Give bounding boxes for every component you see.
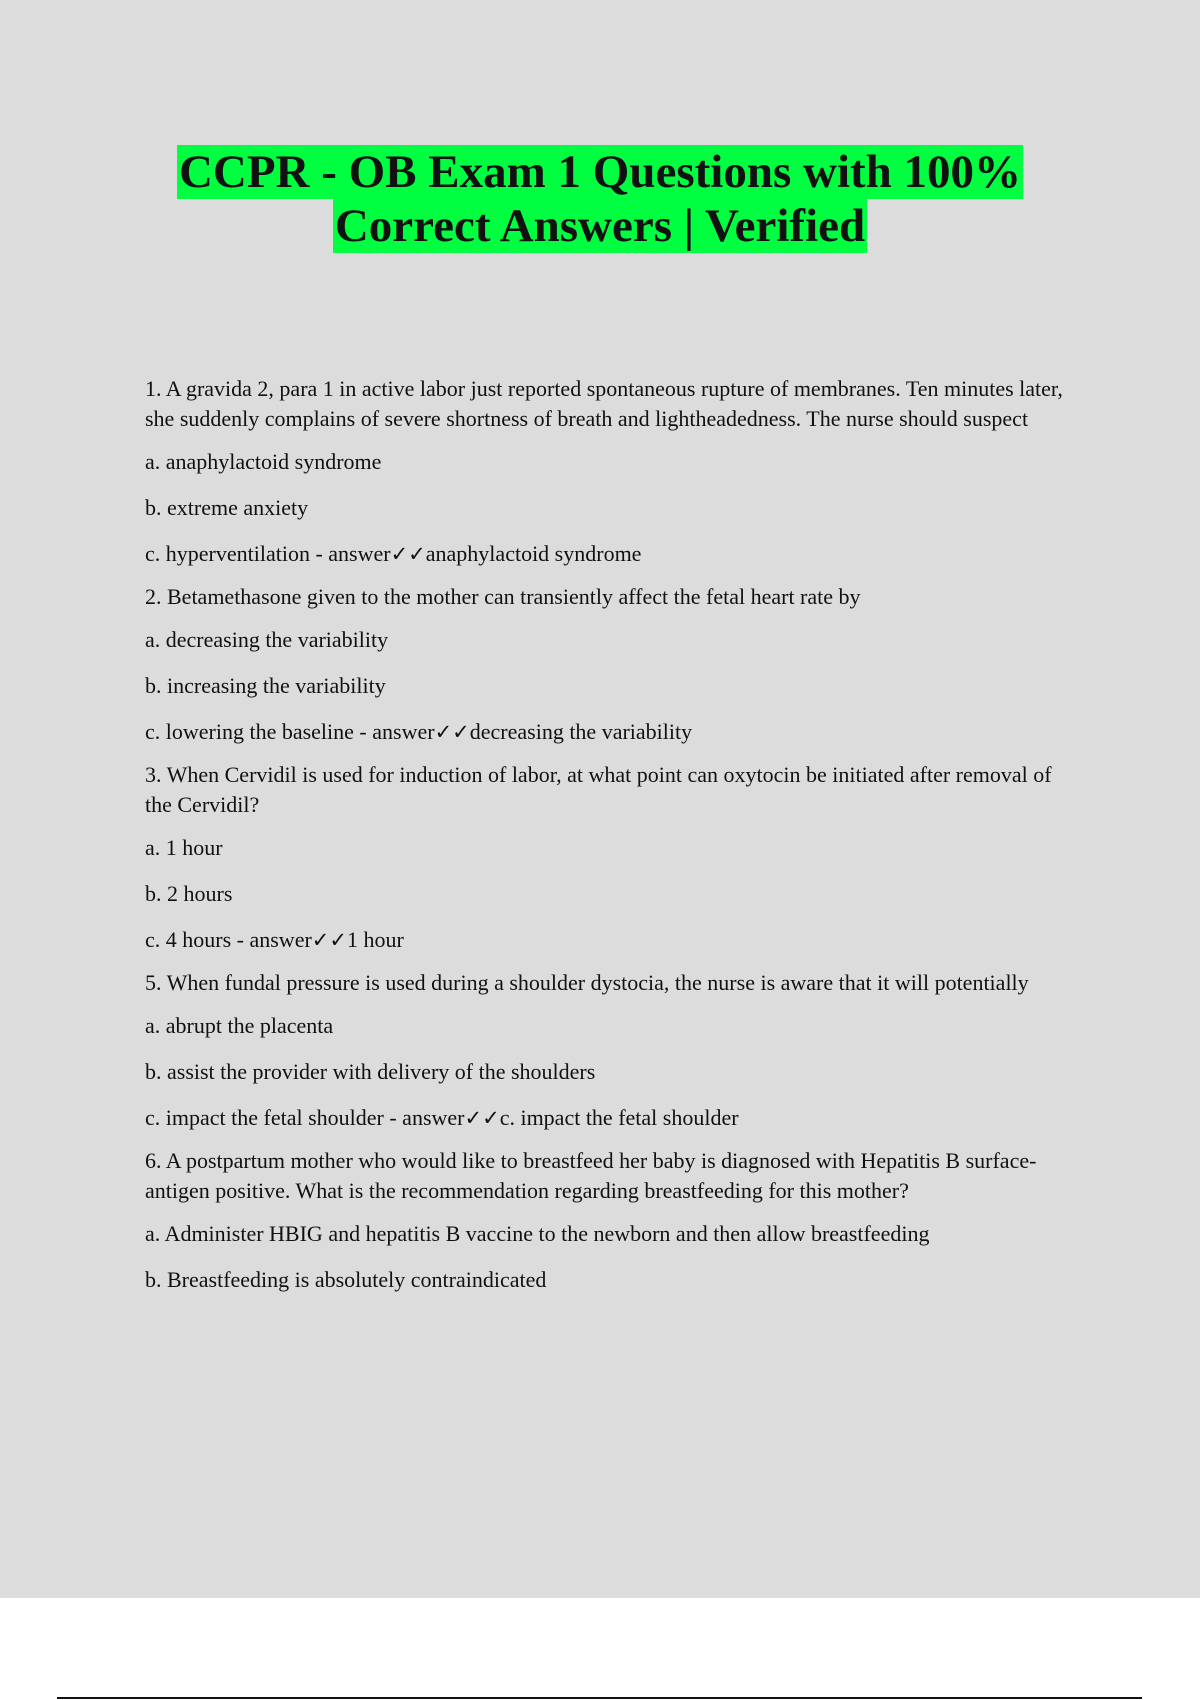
checkmark-icon: ✓✓ [390,542,426,566]
question-stem: 2. Betamethasone given to the mother can transiently affect the fetal heart rate by [145,584,861,609]
answer-option: b. assist the provider with delivery of the shoulders [145,1059,596,1084]
answer-option: a. decreasing the variability [145,627,389,652]
correct-answer: c. impact the fetal shoulder [499,1105,739,1130]
correct-answer: 1 hour [347,927,404,952]
page-divider [57,1697,1142,1699]
question-stem: 6. A postpartum mother who would like to breastfeed her baby is diagnosed with Hepatitis B surface-antigen positive. What is the recommendation regarding breastfeeding for this mother? [145,1148,1037,1203]
checkmark-icon: ✓✓ [311,928,347,952]
answer-option: b. extreme anxiety [145,495,309,520]
answer-option-with-key [145,539,1075,569]
document-title [0,145,1200,253]
checkmark-icon: ✓✓ [434,720,470,744]
answer-option: b. Breastfeeding is absolutely contraindicated [145,1267,547,1292]
answer-option: a. 1 hour [145,835,223,860]
correct-answer: anaphylactoid syndrome [425,541,642,566]
answer-option-with-key [145,717,1075,747]
checkmark-icon: ✓✓ [464,1106,500,1130]
title-line-2: Correct Answers | Verified [334,200,866,252]
answer-option: a. abrupt the placenta [145,1013,334,1038]
answer-option: b. increasing the variability [145,673,386,698]
answer-option-text: c. impact the fetal shoulder - answer [145,1105,465,1130]
question-stem: 3. When Cervidil is used for induction of labor, at what point can oxytocin be initiated after removal of the Cervidil? [145,762,1052,817]
answer-option-text: c. 4 hours - answer [145,927,312,952]
answer-option-with-key [145,925,1075,955]
title-line-1: CCPR - OB Exam 1 Questions with 100% [178,146,1022,198]
answer-option: a. Administer HBIG and hepatitis B vaccine to the newborn and then allow breastfeeding [145,1221,930,1246]
answer-option-text: c. hyperventilation - answer [145,541,391,566]
answer-option-text: c. lowering the baseline - answer [145,719,435,744]
next-page-area [0,1598,1200,1700]
question-list [145,374,1075,1311]
correct-answer: decreasing the variability [469,719,693,744]
question-stem: 5. When fundal pressure is used during a shoulder dystocia, the nurse is aware that it will potentially [145,970,1029,995]
answer-option-with-key [145,1103,1075,1133]
answer-option: a. anaphylactoid syndrome [145,449,382,474]
question-stem: 1. A gravida 2, para 1 in active labor just reported spontaneous rupture of membranes. Ten minutes later, she suddenly complains of severe shortness of breath and lightheadedness. The nurse should suspect [145,376,1063,431]
answer-option: b. 2 hours [145,881,233,906]
